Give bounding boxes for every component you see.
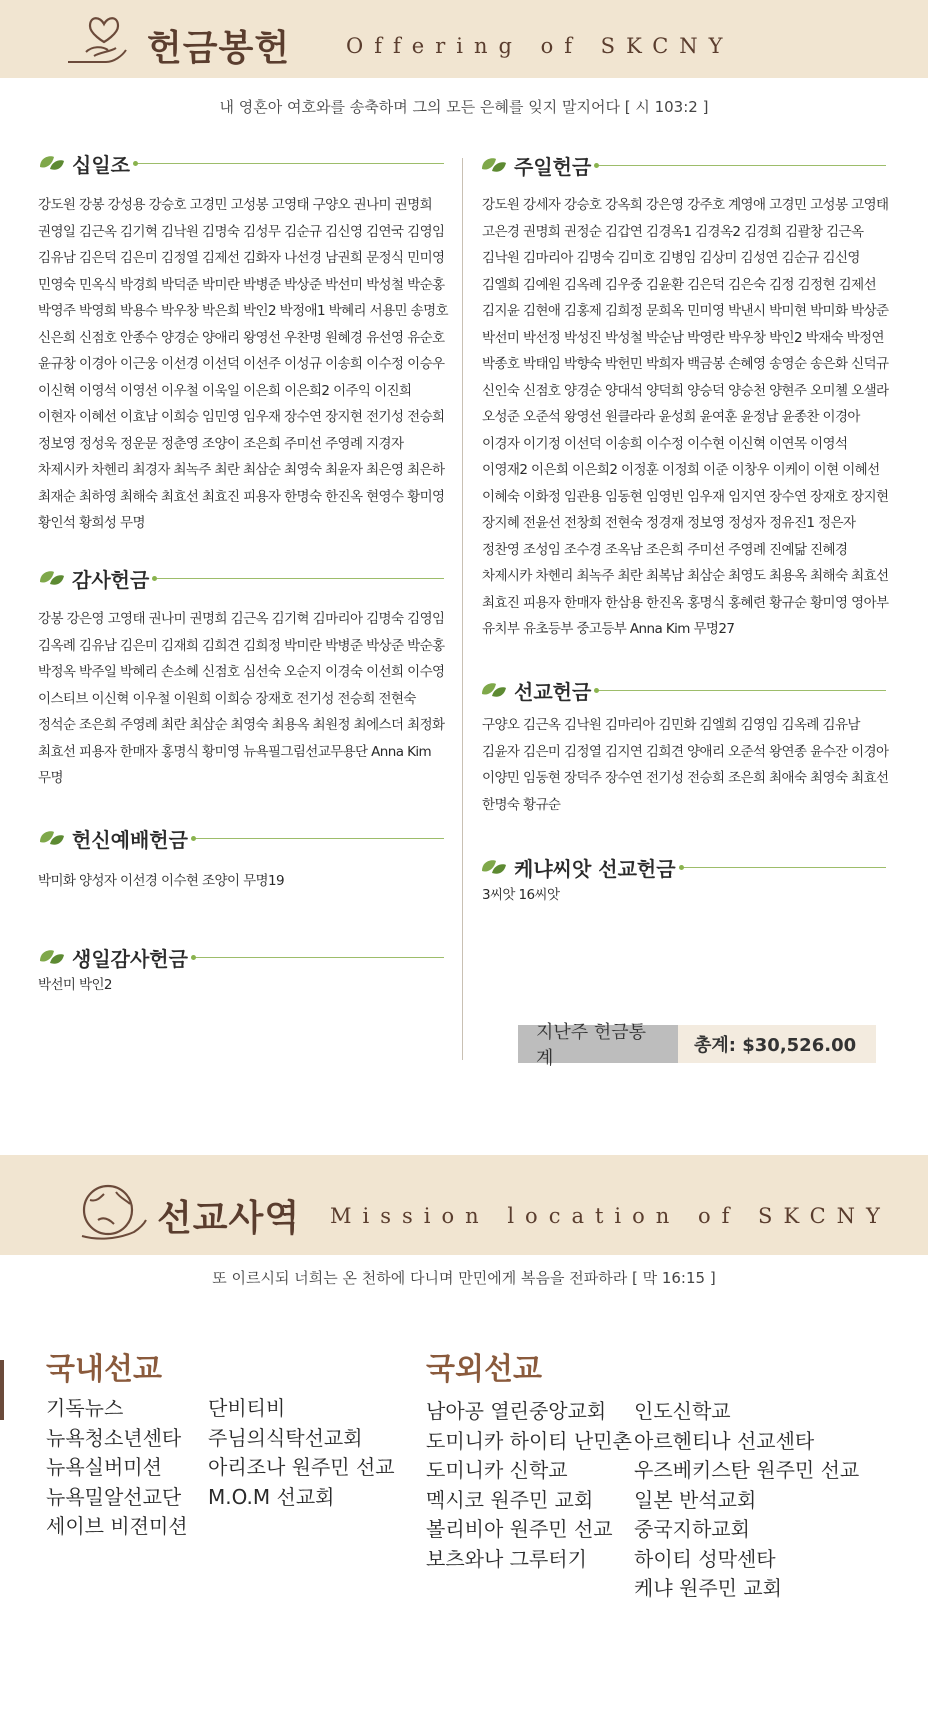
thanks-heading — [38, 563, 444, 593]
section-rule — [155, 578, 444, 579]
list-item: 뉴욕실버미션 — [46, 1455, 162, 1479]
section-rule — [136, 163, 444, 164]
sunday-title: 주일헌금 — [514, 154, 592, 179]
list-item: 케냐 원주민 교회 — [634, 1576, 782, 1600]
mustard-names: 3씨앗 16씨앗 — [482, 887, 560, 903]
list-item: 아르헨티나 선교센타 — [634, 1428, 815, 1453]
leaf-icon — [480, 857, 508, 877]
list-item: 멕시코 원주민 교회 — [426, 1487, 594, 1512]
leaf-icon — [480, 155, 508, 175]
section-rule — [597, 690, 886, 691]
missions-title: 선교헌금 — [514, 679, 592, 704]
list-item: 기독뉴스 — [46, 1396, 124, 1420]
section-rule — [597, 165, 886, 166]
overseas-heading: 국외선교 — [426, 1352, 542, 1387]
domestic-heading: 국내선교 — [46, 1352, 162, 1387]
offering-subtitle: Offering of SKCNY — [346, 34, 734, 58]
overseas-list-col1 — [426, 1397, 632, 1574]
list-item: 일본 반석교회 — [634, 1487, 757, 1512]
domestic-list-col2 — [208, 1394, 395, 1512]
mission-subtitle: Mission location of SKCNY — [330, 1204, 891, 1228]
heart-hands-icon — [66, 10, 136, 68]
leaf-icon — [480, 680, 508, 700]
offering-title: 헌금봉헌 — [147, 28, 291, 69]
dedication-title: 헌신예배헌금 — [72, 827, 188, 852]
list-item: 중국지하교회 — [634, 1517, 750, 1541]
list-item: 주님의식탁선교회 — [208, 1425, 363, 1450]
leaf-icon — [38, 153, 66, 173]
sunday-heading — [480, 150, 886, 180]
dedication-heading — [38, 823, 444, 853]
globe-hands-icon — [76, 1180, 148, 1242]
list-item: M.O.M 선교회 — [208, 1484, 335, 1509]
list-item: 뉴욕청소년센타 — [46, 1425, 182, 1450]
mustard-heading — [480, 852, 886, 882]
tithe-names: 강도원 강봉 강성용 강승호 고경민 고성봉 고영태 구양오 권나미 권명희 권영일 김근옥 김기혁 김낙원 김명숙 김성무 김순규 김신영 김연국 김영임 김유남 김은덕 김은미 김정열 김제선 김화자 나선경 남권희 문정식 민미영 민영숙 민옥식 박경희 박덕준 박미란 박병준 박상준 박선미 박성철 박순홍 박영주 박영희 박용수 박우창 박은희 박인2 박정애1 박혜리 서용민 송명호 신은희 신점호 안종수 양경순 양애리 왕영선 우찬명 원혜경 유선영 유순호 윤규창 이경아 이근웅 이선경 이선덕 이선주 이성규 이송희 이수정 이승우 이신혁 이영석 이영선 이우철 이욱일 이은희 이은희2 이주익 이진희 이현자 이혜선 이효남 이희승 임민영 임우재 장수연 장지현 전기성 전승희 정보영 정성욱 정운문 정춘영 조양이 조은희 주미선 주영례 지경자 차제시카 차헨리 최경자 최녹주 최란 최삼순 최영숙 최윤자 최은영 최은하 최재순 최하영 최해숙 최효선 최효진 피용자 한명숙 한진옥 현영수 황미영 황인석 황희성 무명 — [38, 197, 448, 531]
section-rule — [682, 867, 886, 868]
overseas-list-col2 — [634, 1397, 859, 1604]
birthday-heading — [38, 942, 444, 972]
list-item: 하이티 성막센타 — [634, 1546, 776, 1571]
list-item: 인도신학교 — [634, 1399, 731, 1423]
offering-verse: 내 영혼아 여호와를 송축하며 그의 모든 은혜를 잊지 말지어다 [ 시 103:2 ] — [219, 98, 709, 116]
list-item: 도미니카 하이티 난민촌 — [426, 1428, 632, 1453]
stats-label: 지난주 헌금통계 — [518, 1025, 678, 1063]
list-item: 단비티비 — [208, 1396, 286, 1420]
dedication-names: 박미화 양성자 이선경 이수현 조양이 무명19 — [38, 873, 284, 889]
list-item: 세이브 비젼미션 — [46, 1514, 188, 1538]
sunday-names: 강도원 강세자 강승호 강옥희 강은영 강주호 계영애 고경민 고성봉 고영태 고은경 권명희 권정순 김갑연 김경옥1 김경옥2 김경희 김괄창 김근옥 김낙원 김마리아 김명숙 김미호 김병임 김상미 김성연 김순규 김신영 김엘희 김예원 김옥례 김우중 김윤환 김은덕 김은숙 김정 김정현 김제선 김지윤 김현애 김홍제 김희정 문희옥 민미영 박낸시 박미현 박미화 박상준 박선미 박선정 박성진 박성철 박순남 박영란 박우창 박인2 박재숙 박정연 박종호 박태임 박향숙 박헌민 박희자 백금봉 손혜영 송영순 송은화 신덕규 신인숙 신점호 양경순 양대석 양덕희 양승덕 양승천 양현주 오미쳴 오샐라 오성준 오준석 왕영선 원클라라 윤성희 윤여훈 윤정남 윤종찬 이경아 이경자 이기정 이선덕 이송희 이수정 이수현 이신혁 이연목 이영석 이영재2 이은희 이은희2 이정훈 이정희 이준 이창우 이케이 이현 이혜선 이혜숙 이화정 임관용 임동현 임영빈 임우재 임지연 장수연 장재호 장지현 장지혜 전윤선 전창희 전현숙 정경재 정보영 정성자 정유진1 정은자 정찬영 조성임 조수경 조옥남 조은희 주미선 주영례 진예닮 진혜경 차제시카 차헨리 최녹주 최란 최복남 최삼순 최영도 최용옥 최해숙 최효선 최효진 피용자 한매자 한삼용 한진옥 홍명식 홍혜련 황규순 황미영 영아부 유치부 유초등부 중고등부 Anna Kim 무명27 — [482, 197, 889, 637]
stats-total: 총계: $30,526.00 — [678, 1025, 876, 1063]
tithe-title: 십일조 — [72, 152, 130, 177]
list-item: 보츠와나 그루터기 — [426, 1546, 587, 1571]
weekly-offering-stats — [518, 1022, 876, 1069]
edge-accent — [0, 1360, 4, 1420]
leaf-icon — [38, 568, 66, 588]
tithe-heading — [38, 148, 444, 178]
list-item: 남아공 열린중앙교회 — [426, 1399, 607, 1423]
leaf-icon — [38, 828, 66, 848]
birthday-names: 박선미 박인2 — [38, 977, 112, 993]
missions-heading — [480, 675, 886, 705]
section-rule — [194, 838, 444, 839]
missions-names: 구양오 김근옥 김낙원 김마리아 김민화 김엘희 김영임 김옥례 김유남 김윤자 김은미 김정열 김지연 김희견 양애리 오준석 왕연종 윤수잔 이경아 이양민 임동현 장덕주 장수연 전기성 전승희 조은희 최애숙 최영숙 최효선 한명숙 황규순 — [482, 717, 889, 813]
list-item: 아리조나 원주민 선교 — [208, 1455, 395, 1479]
mission-verse: 또 이르시되 너희는 온 천하에 다니며 만민에게 복음을 전파하라 [ 막 16:15 ] — [212, 1269, 716, 1287]
mustard-title: 케냐씨앗 선교헌금 — [514, 856, 676, 881]
domestic-list-col1 — [46, 1394, 188, 1542]
thanks-names: 강봉 강은영 고영태 권나미 권명희 김근옥 김기혁 김마리아 김명숙 김영임 김옥례 김유남 김은미 김재희 김희견 김희정 박미란 박병준 박상준 박순홍 박정옥 박주일 박혜리 손소혜 신점호 심선숙 오순지 이경숙 이선희 이수영 이스티브 이신혁 이우철 이원희 이희승 장재호 전기성 전승희 전현숙 정석순 조은희 주영례 최란 최삼순 최영숙 최용옥 최원정 최에스더 최정화 최효선 피용자 한매자 홍명식 황미영 뉴욕필그림선교무용단 Anna Kim 무명 — [38, 611, 445, 786]
thanks-title: 감사헌금 — [72, 567, 150, 592]
leaf-icon — [38, 947, 66, 967]
list-item: 볼리비아 원주민 선교 — [426, 1517, 613, 1541]
list-item: 우즈베키스탄 원주민 선교 — [634, 1458, 860, 1482]
mission-title: 선교사역 — [157, 1198, 301, 1239]
birthday-title: 생일감사헌금 — [72, 946, 188, 971]
list-item: 뉴욕밀알선교단 — [46, 1484, 182, 1509]
section-rule — [194, 957, 444, 958]
column-divider — [462, 158, 463, 1060]
list-item: 도미니카 신학교 — [426, 1458, 568, 1482]
